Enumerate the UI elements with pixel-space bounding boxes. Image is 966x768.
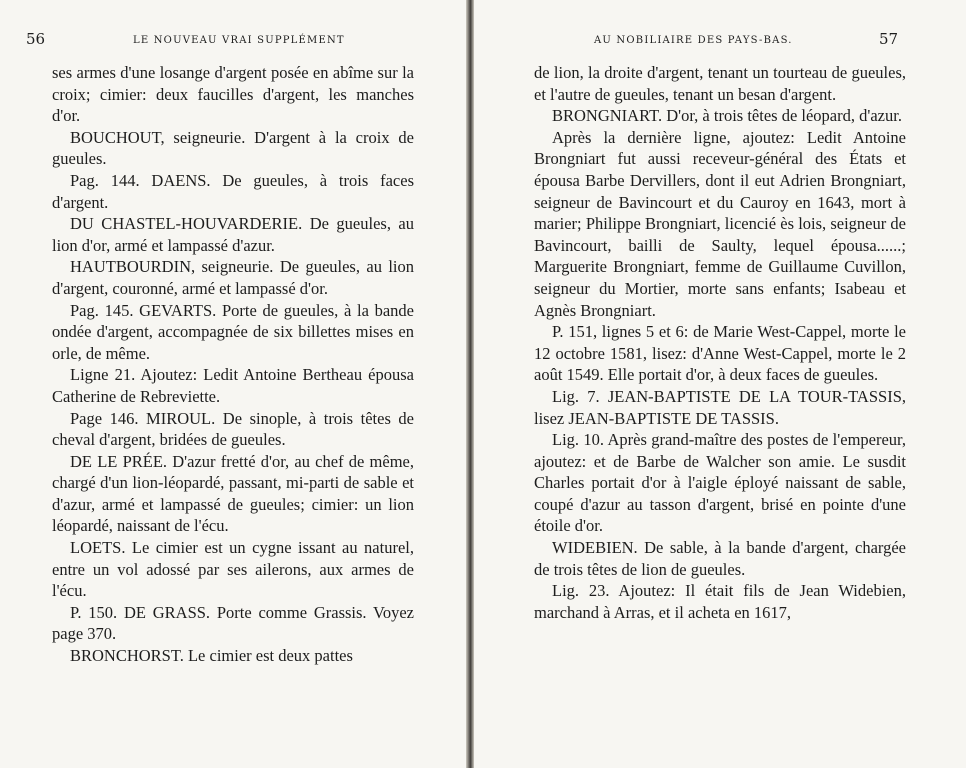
right-running-title: AU NOBILIAIRE DES PAYS-BAS. [594, 35, 793, 46]
paragraph: DU CHASTEL-HOUVARDERIE. De gueules, au lion d'or, armé et lampassé d'azur. [52, 214, 414, 255]
paragraph: HAUTBOURDIN, seigneurie. De gueules, au lion d'argent, couronné, armé et lampassé d'or. [52, 257, 414, 298]
right-page-text [534, 62, 906, 623]
right-page [474, 0, 966, 768]
left-page [0, 0, 466, 768]
paragraph: Ligne 21. Ajoutez: Ledit Antoine Bertheau épousa Catherine de Rebreviette. [52, 365, 414, 406]
paragraph: WIDEBIEN. De sable, à la bande d'argent, chargée de trois têtes de lion de gueules. [534, 538, 906, 579]
paragraph: Lig. 10. Après grand-maître des postes de l'empereur, ajoutez: et de Barbe de Walcher son amie. Le susdit Charles portait d'or à l'aigle éployé naissant de sable, coupé d'azur au tasson d'argent, brisé en pointe d'une étoile d'or. [534, 430, 906, 536]
paragraph: ses armes d'une losange d'argent posée en abîme sur la croix; cimier: deux faucilles d'argent, les manches d'or. [52, 63, 414, 126]
paragraph: LOETS. Le cimier est un cygne issant au naturel, entre un vol adossé par ses ailerons, aux armes de l'écu. [52, 538, 414, 601]
paragraph: Pag. 145. GEVARTS. Porte de gueules, à la bande ondée d'argent, accompagnée de six billettes mises en orle, de même. [52, 300, 414, 363]
paragraph: Lig. 23. Ajoutez: Il était fils de Jean Widebien, marchand à Arras, et il acheta en 1617, [534, 581, 906, 622]
paragraph: Lig. 7. JEAN-BAPTISTE DE LA TOUR-TASSIS, lisez JEAN-BAPTISTE DE TASSIS. [534, 386, 906, 428]
left-running-title: LE NOUVEAU VRAI SUPPLÉMENT [133, 35, 345, 46]
paragraph: BRONGNIART. D'or, à trois têtes de léopard, d'azur. [552, 106, 902, 126]
paragraph: BOUCHOUT, seigneurie. D'argent à la croix de gueules. [52, 127, 414, 169]
left-running-head [0, 30, 466, 52]
paragraph: P. 151, lignes 5 et 6: de Marie West-Cappel, morte le 12 octobre 1581, lisez: d'Anne West-Cappel, morte le 2 août 1549. Elle portait d'or, à deux faces de gueules. [534, 322, 906, 385]
paragraph: P. 150. DE GRASS. Porte comme Grassis. Voyez page 370. [52, 602, 414, 644]
paragraph: Page 146. MIROUL. De sinople, à trois têtes de cheval d'argent, bridées de gueules. [52, 408, 414, 450]
paragraph: DE LE PRÉE. D'azur fretté d'or, au chef de même, chargé d'un lion-léopardé, passant, mi-parti de sable et d'azur, armé et lampassé de gueules; cimier: un lion léopardé, naissant de l'écu. [52, 451, 414, 536]
paragraph: Après la dernière ligne, ajoutez: Ledit Antoine Brongniart fut aussi receveur-général des États et épousa Barbe Dervillers, dont il eut Adrien Brongniart, seigneur de Bavincourt et du Cauroy en 1643, mort à marier; Philippe Brongniart, licencié ès lois, seigneur de Bavincourt, bailli de Saulty, lequel épousa......; Marguerite Brongniart, femme de Guillaume Cuvillon, seigneur du Mortier, morte sans enfants; Isabeau et Agnès Brongniart. [534, 127, 906, 320]
right-running-head [474, 30, 966, 52]
paragraph: de lion, la droite d'argent, tenant un tourteau de gueules, et l'autre de gueules, tenant un besan d'argent. [534, 63, 906, 104]
left-page-number: 56 [26, 30, 46, 48]
right-page-number: 57 [879, 30, 899, 48]
book-gutter [466, 0, 474, 768]
paragraph: Pag. 144. DAENS. De gueules, à trois faces d'argent. [52, 170, 414, 212]
paragraph: BRONCHORST. Le cimier est deux pattes [70, 646, 353, 666]
left-page-text [52, 62, 414, 667]
